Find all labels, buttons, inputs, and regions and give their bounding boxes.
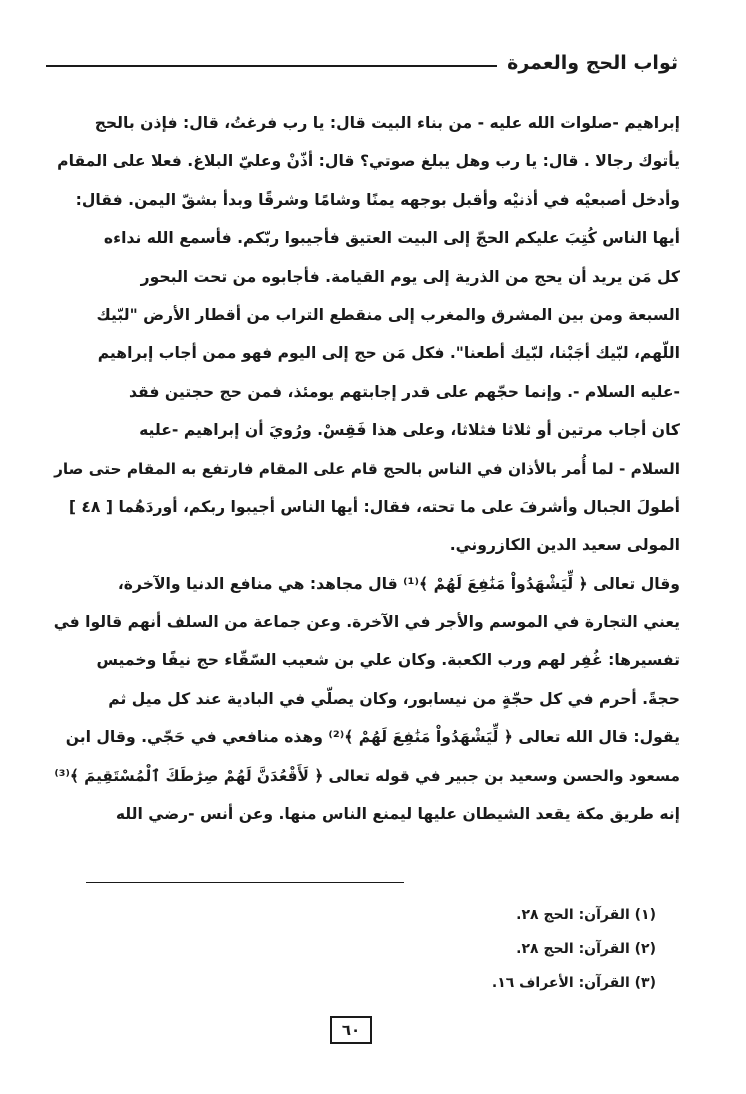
body-line: إنه طريق مكة يقعد الشيطان عليها ليمنع الناس منها. وعن أنس -رضي الله (115, 805, 680, 824)
body-text (44, 104, 680, 833)
body-line: وقال تعالى ﴿ لِّيَشْهَدُواْ مَنَٰفِعَ لَهُمْ ﴾⁽¹⁾ قال مجاهد: هي منافع الدنيا والآخرة، (117, 574, 680, 593)
body-line: أطولَ الجبال وأشرفَ على ما تحته، فقال: أيها الناس أجيبوا ربكم، أوردَهُما [ ٤٨ ] (68, 497, 680, 516)
header-rule (46, 65, 497, 67)
page-number: ٦٠ (330, 1016, 372, 1044)
running-header (46, 52, 678, 74)
body-line: كان أجاب مرتين أو ثلاثا فثلاثا، وعلى هذا فَقِسْ. ورُويَ أن إبراهيم -عليه (139, 421, 680, 440)
body-line: حجةً. أحرم في كل حجّةٍ من نيسابور، وكان يصلّي في البادية عند كل ميل ثم (108, 689, 680, 708)
body-line: السبعة ومن بين المشرق والمغرب إلى منقطع التراب من أقطار الأرض "لبّيك (96, 305, 680, 324)
body-line: وأدخل أصبعيْه في أذنيْه وأقبل بوجهه يمنًا وشامًا وشرقًا وبدأ بشقّ اليمن. فقال: (75, 190, 680, 209)
body-line: يأتوك رجالا . قال: يا رب وهل يبلغ صوتي؟ قال: أذّنْ وعليّ البلاغ. فعلا على المقام (57, 152, 680, 171)
body-line: يقول: قال الله تعالى ﴿ لِّيَشْهَدُواْ مَنَٰفِعَ لَهُمْ ﴾⁽²⁾ وهذه منافعي في حَجّي. وقال ابن (65, 728, 680, 747)
body-line: كل مَن يريد أن يحج من الذرية إلى يوم القيامة. فأجابوه من تحت البحور (140, 267, 680, 286)
body-line: المولى سعيد الدين الكازروني. (449, 536, 680, 555)
footnote: (٢) القرآن: الحج ٢٨. (516, 941, 656, 957)
body-line: أيها الناس كُتِبَ عليكم الحجّ إلى البيت العتيق فأجيبوا ربّكم. فأسمع الله نداءه (103, 229, 680, 248)
body-line: السلام - لما أُمر بالأذان في الناس بالحج قام على المقام فارتفع به المقام حتى صار (54, 459, 680, 478)
footnotes (492, 898, 656, 1000)
footnote: (١) القرآن: الحج ٢٨. (516, 907, 656, 923)
body-line: إبراهيم -صلوات الله عليه - من بناء البيت قال: يا رب فرغتُ، قال: فإذن بالحج (94, 114, 680, 132)
footnote-separator (86, 882, 404, 883)
body-line: يعني التجارة في الموسم والأجر في الآخرة. وعن جماعة من السلف أنهم قالوا في (53, 613, 680, 632)
body-line: -عليه السلام -. وإنما حجّهم على قدر إجابتهم يومئذ، فمن حج حجتين فقد (128, 382, 680, 401)
body-line: اللّهم، لبّيك أجَبْنا، لبّيك أطعنا". فكل مَن حج إلى اليوم فهو ممن أجاب إبراهيم (97, 344, 680, 363)
body-line: مسعود والحسن وسعيد بن جبير في قوله تعالى ﴿ لَأَقْعُدَنَّ لَهُمْ صِرَٰطَكَ ٱلْمُسْتَقِيمَ ﴾⁽³⁾ (54, 766, 680, 785)
header-title: ثواب الحج والعمرة (507, 52, 678, 74)
body-line: تفسيرها: غُفِر لهم ورب الكعبة. وكان علي بن شعيب السّقّاء حج نيفًا وخميس (96, 651, 680, 670)
footnote: (٣) القرآن: الأعراف ١٦. (491, 975, 656, 991)
